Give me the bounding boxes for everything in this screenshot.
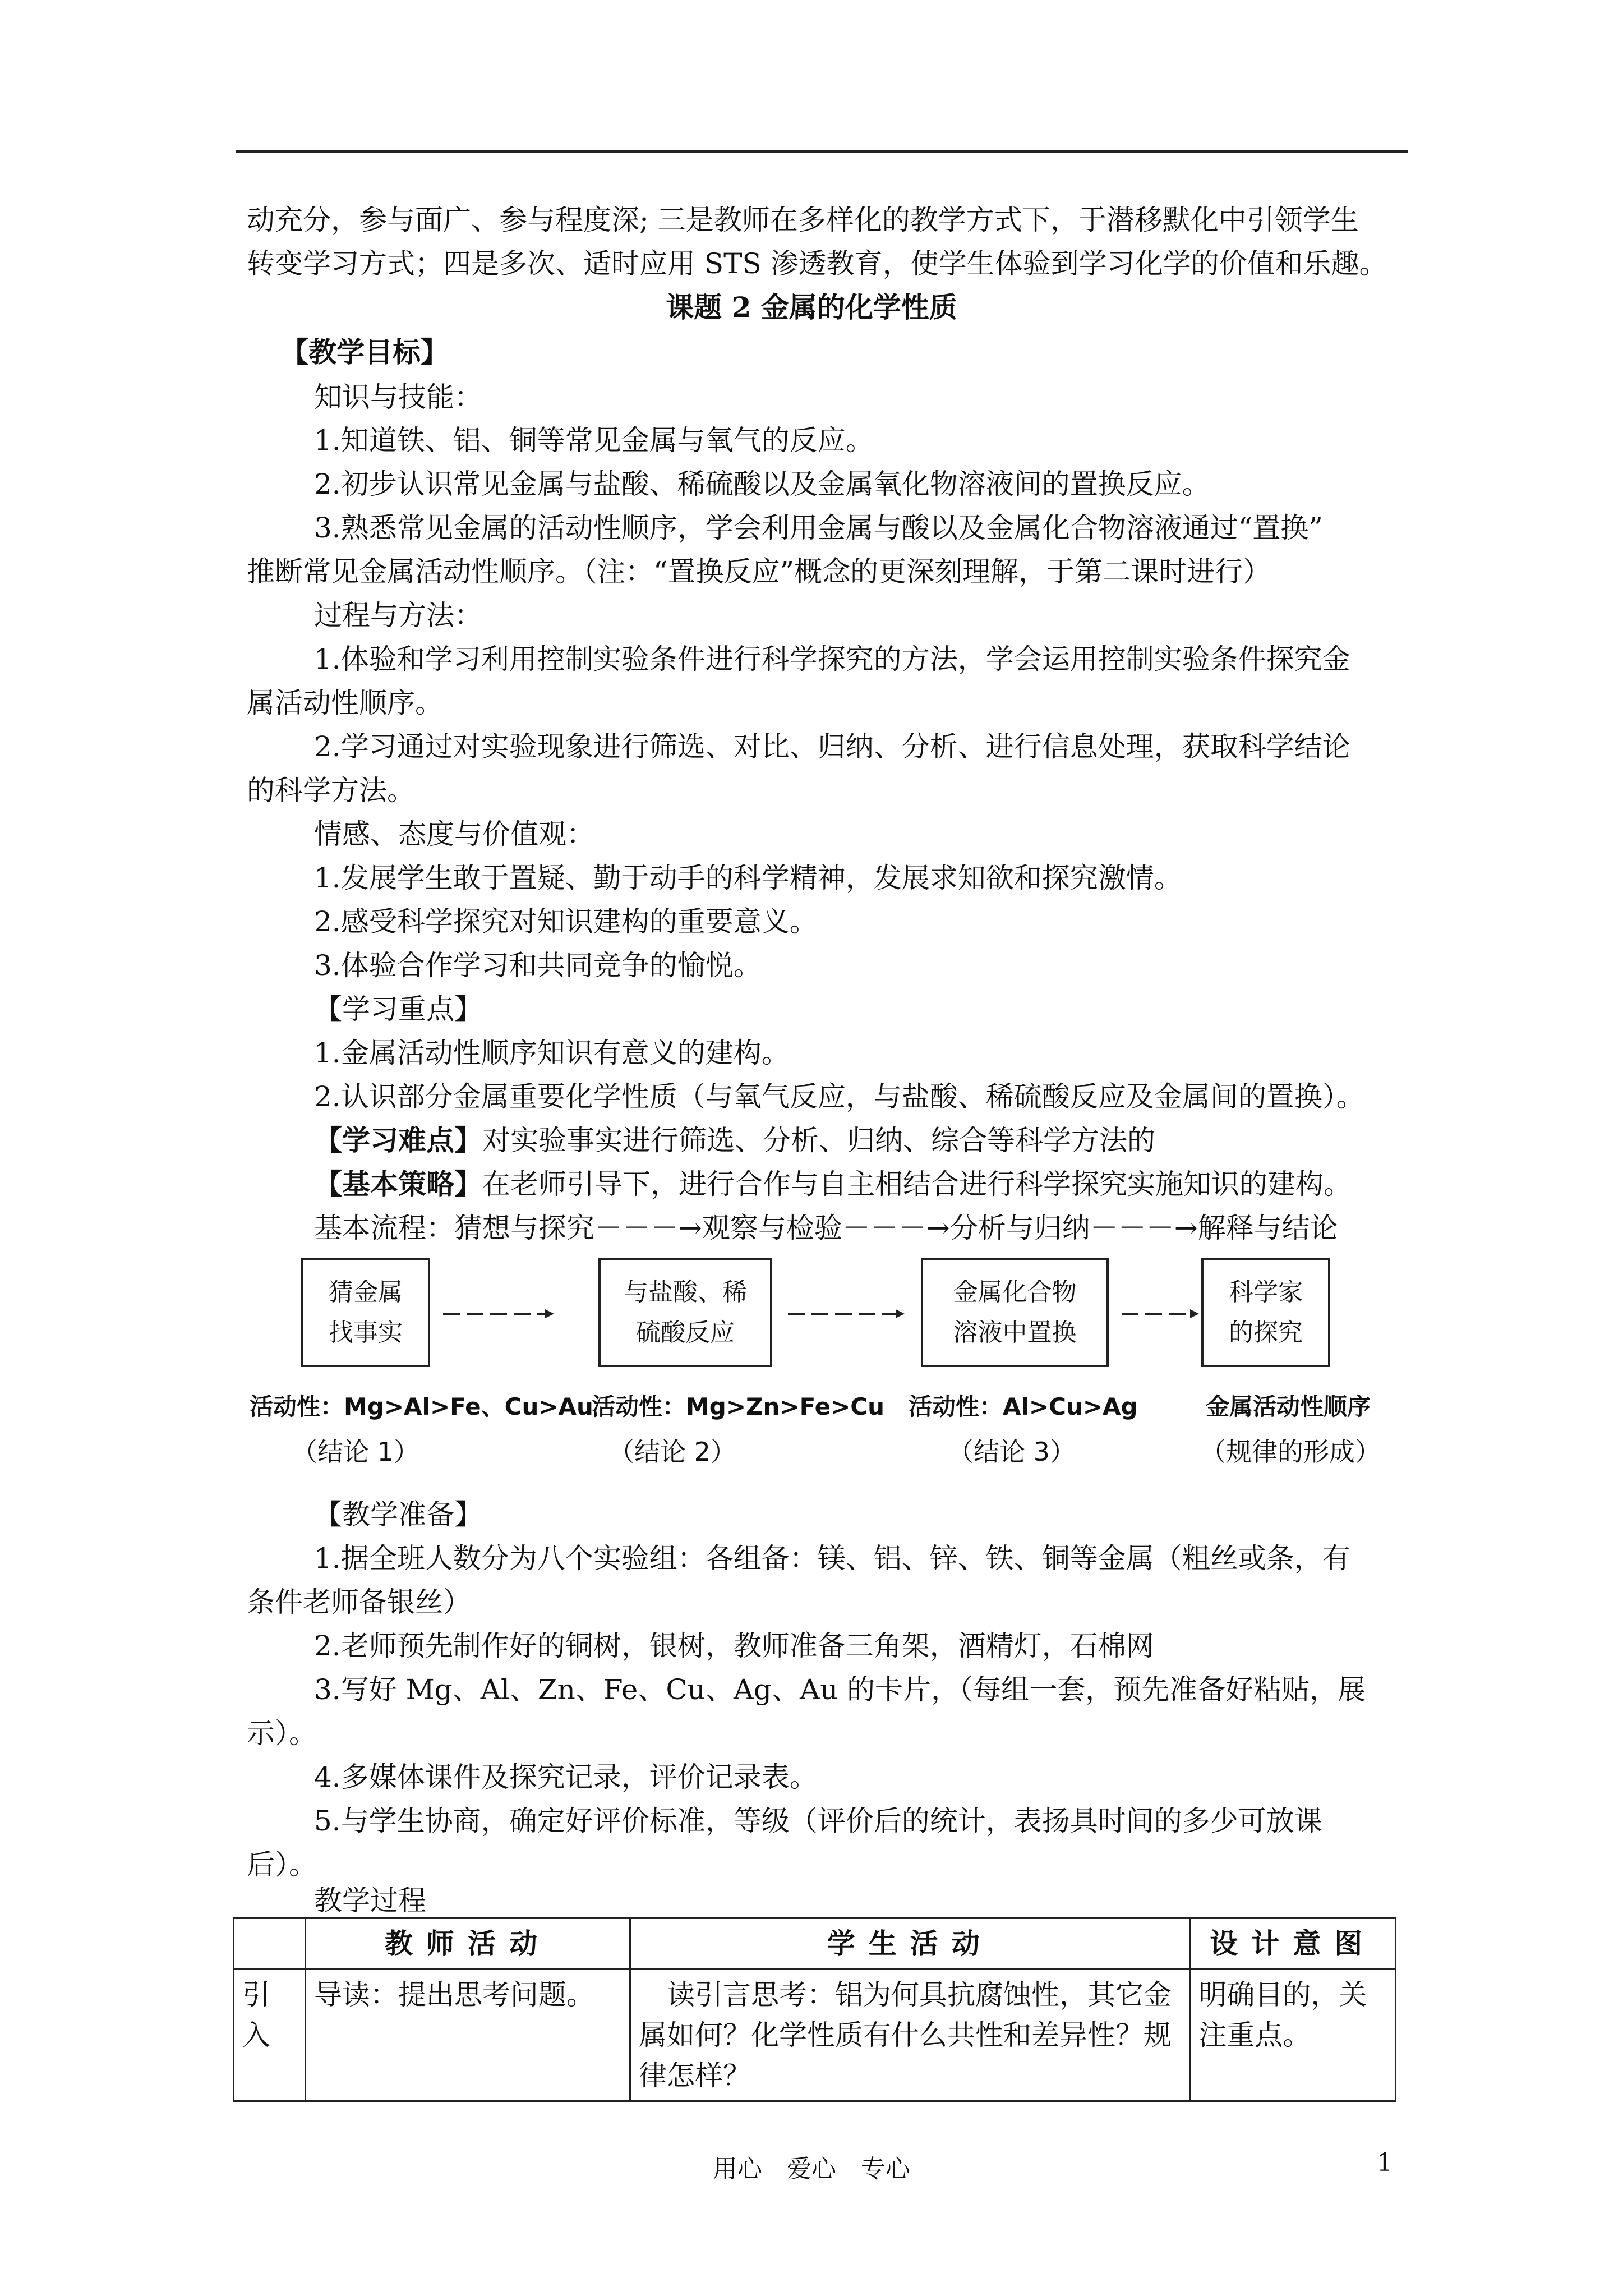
attitude-item: 2.感受科学探究对知识建构的重要意义。: [314, 905, 818, 938]
flow-box-line: 溶液中置换: [953, 1318, 1077, 1347]
flow-conclusion: （结论 2）: [608, 1437, 736, 1467]
header-rule: [236, 150, 1408, 153]
flow-conclusion: （规律的形成）: [1200, 1437, 1381, 1467]
strategy-text: 在老师引导下，进行合作与自主相结合进行科学探究实施知识的建构。: [482, 1168, 1352, 1200]
attitude-heading: 情感、态度与价值观：: [314, 818, 594, 850]
intro-line: 动充分，参与面广、参与程度深; 三是教师在多样化的教学方式下，于潜移默化中引领学生: [247, 204, 1359, 236]
table-cell-student: 读引言思考：铝为何具抗腐蚀性，其它金属如何？化学性质有什么共性和差异性？规律怎样？: [630, 1970, 1190, 2101]
attitude-item: 1.发展学生敢于置疑、勤于动手的科学精神，发展求知欲和探究激情。: [314, 862, 1182, 894]
preparation-item: 条件老师备银丝）: [247, 1586, 471, 1618]
process-item: 属活动性顺序。: [247, 687, 443, 719]
flow-activity-label: 活动性：Mg>Zn>Fe>Cu: [592, 1393, 884, 1420]
flow-box-solution: [921, 1258, 1109, 1367]
knowledge-heading: 知识与技能：: [314, 381, 482, 413]
table-header-stage: [234, 1918, 306, 1970]
preparation-item: 5.与学生协商，确定好评价标准，等级（评价后的统计，表扬具时间的多少可放课: [314, 1805, 1322, 1837]
flow-activity-label: 活动性：Mg>Al>Fe、Cu>Au: [250, 1393, 593, 1420]
key-point-item: 2.认识部分金属重要化学性质（与氧气反应，与盐酸、稀硫酸反应及金属间的置换）。: [314, 1080, 1364, 1113]
difficulty-label: 【学习难点】: [314, 1124, 482, 1157]
teaching-process-table: [233, 1917, 1396, 2102]
strategy-label: 【基本策略】: [314, 1167, 482, 1200]
flow-box-line: 金属化合物: [953, 1278, 1077, 1306]
process-item: 的科学方法。: [247, 774, 415, 807]
difficulty-text: 对实验事实进行筛选、分析、归纳、综合等科学方法的: [482, 1124, 1155, 1157]
difficulty-line: [314, 1118, 1155, 1158]
flow-box-line: 的探究: [1229, 1318, 1303, 1347]
flow-text: 基本流程：猜想与探究－－－→观察与检验－－－→分析与归纳－－－→解释与结论: [314, 1212, 1338, 1244]
preparation-heading: 【教学准备】: [314, 1498, 482, 1531]
flow-box-line: 找事实: [329, 1318, 403, 1347]
knowledge-item: 3.熟悉常见金属的活动性顺序，学会利用金属与酸以及金属化合物溶液通过“置换”: [314, 512, 1323, 544]
flow-box-line: 硫酸反应: [636, 1318, 735, 1347]
key-point-item: 1.金属活动性顺序知识有意义的建构。: [314, 1037, 790, 1069]
dashed-arrow-icon: [443, 1303, 555, 1325]
flow-conclusion: （结论 3）: [948, 1437, 1076, 1467]
knowledge-item: 2.初步认识常见金属与盐酸、稀硫酸以及金属氧化物溶液间的置换反应。: [314, 468, 1210, 500]
flow-conclusion: （结论 1）: [292, 1437, 419, 1467]
preparation-item: 4.多媒体课件及探究记录，评价记录表。: [314, 1761, 818, 1793]
lesson-title: 课题 2 金属的化学性质: [666, 291, 957, 324]
process-table-heading: 教学过程: [314, 1884, 426, 1917]
knowledge-item: 1.知道铁、铝、铜等常见金属与氧气的反应。: [314, 424, 874, 457]
preparation-item: 2.老师预先制作好的铜树，银树，教师准备三角架，酒精灯，石棉网: [314, 1630, 1154, 1662]
objectives-heading: 【教学目标】: [280, 335, 449, 369]
knowledge-item: 推断常见金属活动性顺序。（注：“置换反应”概念的更深刻理解，于第二课时进行）: [247, 555, 1271, 588]
dashed-arrow-icon: [788, 1303, 906, 1325]
table-cell-teacher: 导读：提出思考问题。: [305, 1970, 630, 2101]
table-row: [234, 1970, 1396, 2101]
preparation-item: 3.写好 Mg、Al、Zn、Fe、Cu、Ag、Au 的卡片，（每组一套，预先准备好粘贴，展: [314, 1673, 1366, 1706]
flow-box-line: 科学家: [1229, 1278, 1303, 1306]
preparation-item: 后）。: [247, 1848, 317, 1881]
table-header-intent: 设计意图: [1190, 1918, 1396, 1970]
dashed-arrow-icon: [1122, 1303, 1234, 1325]
table-header-teacher: 教师活动: [305, 1918, 630, 1970]
flow-box-guess: [301, 1258, 430, 1367]
process-item: 2.学习通过对实验现象进行筛选、对比、归纳、分析、进行信息处理，获取科学结论: [314, 730, 1350, 763]
flow-box-acid: [598, 1258, 772, 1367]
preparation-item: 示）。: [247, 1717, 317, 1750]
footer-motto: 用心 爱心 专心: [713, 2155, 910, 2183]
table-header-row: [234, 1918, 1396, 1970]
page-number: 1: [1377, 2148, 1393, 2177]
preparation-item: 1.据全班人数分为八个实验组：各组备：镁、铝、锌、铁、铜等金属（粗丝或条，有: [314, 1542, 1350, 1575]
flow-activity-label: 金属活动性顺序: [1206, 1393, 1371, 1420]
process-heading: 过程与方法：: [314, 599, 482, 632]
flow-box-line: 与盐酸、稀: [624, 1278, 747, 1306]
flow-activity-label: 活动性：Al>Cu>Ag: [909, 1393, 1138, 1420]
table-cell-stage: 引入: [234, 1970, 306, 2101]
intro-line: 转变学习方式；四是多次、适时应用 STS 渗透教育，使学生体验到学习化学的价值和乐趣。: [247, 247, 1387, 280]
process-item: 1.体验和学习利用控制实验条件进行科学探究的方法，学会运用控制实验条件探究金: [314, 643, 1350, 675]
table-header-student: 学生活动: [630, 1918, 1190, 1970]
table-cell-intent: 明确目的，关注重点。: [1190, 1970, 1396, 2101]
attitude-item: 3.体验合作学习和共同竞争的愉悦。: [314, 949, 762, 982]
flow-box-line: 猜金属: [329, 1278, 403, 1306]
strategy-line: [314, 1162, 1352, 1202]
key-points-heading: 【学习重点】: [314, 993, 482, 1025]
